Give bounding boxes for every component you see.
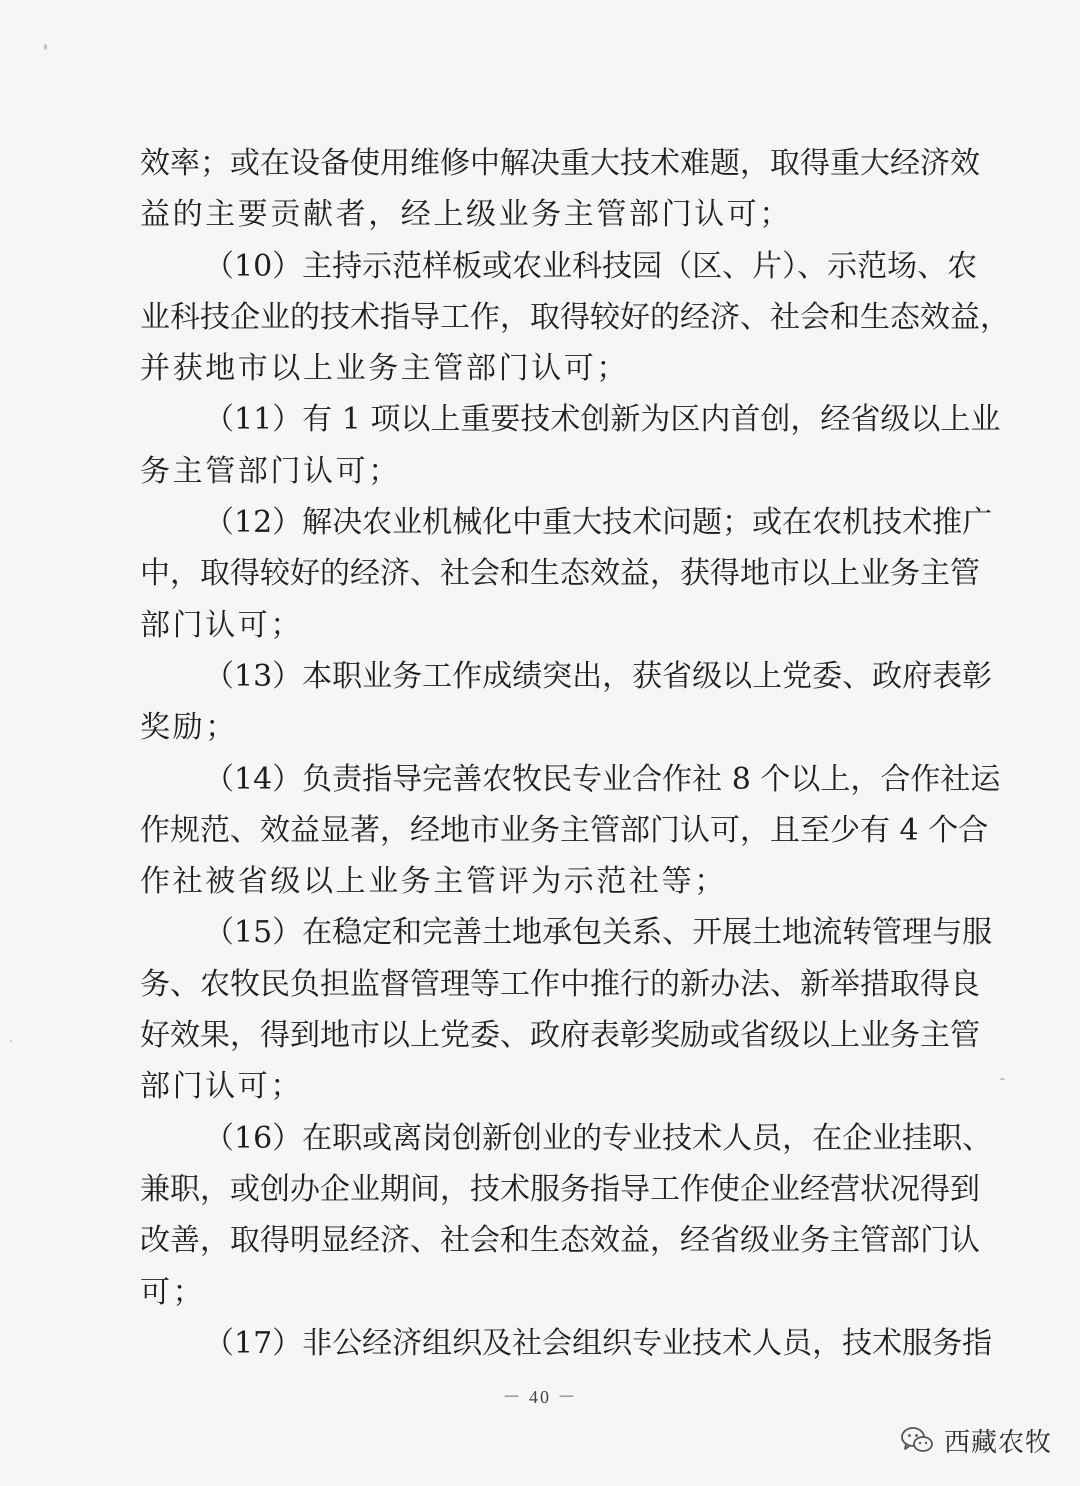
page-number: － 40 － — [502, 1387, 578, 1407]
text-line: 中，取得较好的经济、社会和生态效益，获得地市以上业务主管 — [140, 556, 980, 592]
watermark-label: 西藏农牧 — [944, 1427, 1053, 1458]
text-line: 兼职，或创办企业期间，技术服务指导工作使企业经营状况得到 — [140, 1171, 980, 1207]
text-line: 务主管部门认可； — [140, 453, 401, 489]
text-line: 奖励； — [140, 710, 238, 746]
body-text — [140, 138, 1010, 1369]
text-line: （15）在稳定和完善土地承包关系、开展土地流转管理与服 — [204, 915, 993, 951]
scan-speck — [44, 44, 47, 50]
text-line: （10）主持示范样板或农业科技园（区、片）、示范场、农 — [204, 248, 978, 284]
text-line: 益的主要贡献者，经上级业务主管部门认可； — [140, 197, 792, 233]
text-line: （11）有 1 项以上重要技术创新为区内首创，经省级以上业 — [204, 402, 1001, 438]
text-line: （14）负责指导完善农牧民专业合作社 8 个以上，合作社运 — [204, 761, 1001, 797]
text-line: （12）解决农业机械化中重大技术问题；或在农机技术推广 — [204, 505, 993, 541]
text-line: （13）本职业务工作成绩突出，获省级以上党委、政府表彰 — [204, 658, 993, 694]
text-line: 好效果，得到地市以上党委、政府表彰奖励或省级以上业务主管 — [140, 1018, 980, 1054]
text-line: （17）非公经济组织及社会组织专业技术人员，技术服务指 — [204, 1325, 993, 1361]
wechat-icon — [900, 1425, 934, 1455]
text-line: 并获地市以上业务主管部门认可； — [140, 351, 629, 387]
text-line: （16）在职或离岗创新创业的专业技术人员，在企业挂职、 — [204, 1120, 993, 1156]
text-line: 务、农牧民负担监督管理等工作中推行的新办法、新举措取得良 — [140, 966, 980, 1002]
scan-speck — [1000, 1078, 1005, 1080]
text-line: 作社被省级以上业务主管评为示范社等； — [140, 864, 727, 900]
text-line: 作规范、效益显著，经地市业务主管部门认可，且至少有 4 个合 — [140, 812, 989, 848]
text-line: 改善，取得明显经济、社会和生态效益，经省级业务主管部门认 — [140, 1223, 980, 1259]
wechat-watermark — [900, 1420, 1052, 1460]
text-line: 部门认可； — [140, 1069, 303, 1105]
text-line: 业科技企业的技术指导工作，取得较好的经济、社会和生态效益， — [140, 299, 1010, 335]
text-line: 部门认可； — [140, 607, 303, 643]
text-line: 效率；或在设备使用维修中解决重大技术难题，取得重大经济效 — [140, 146, 980, 181]
scan-speck — [10, 1040, 12, 1042]
text-line: 可； — [140, 1274, 206, 1310]
